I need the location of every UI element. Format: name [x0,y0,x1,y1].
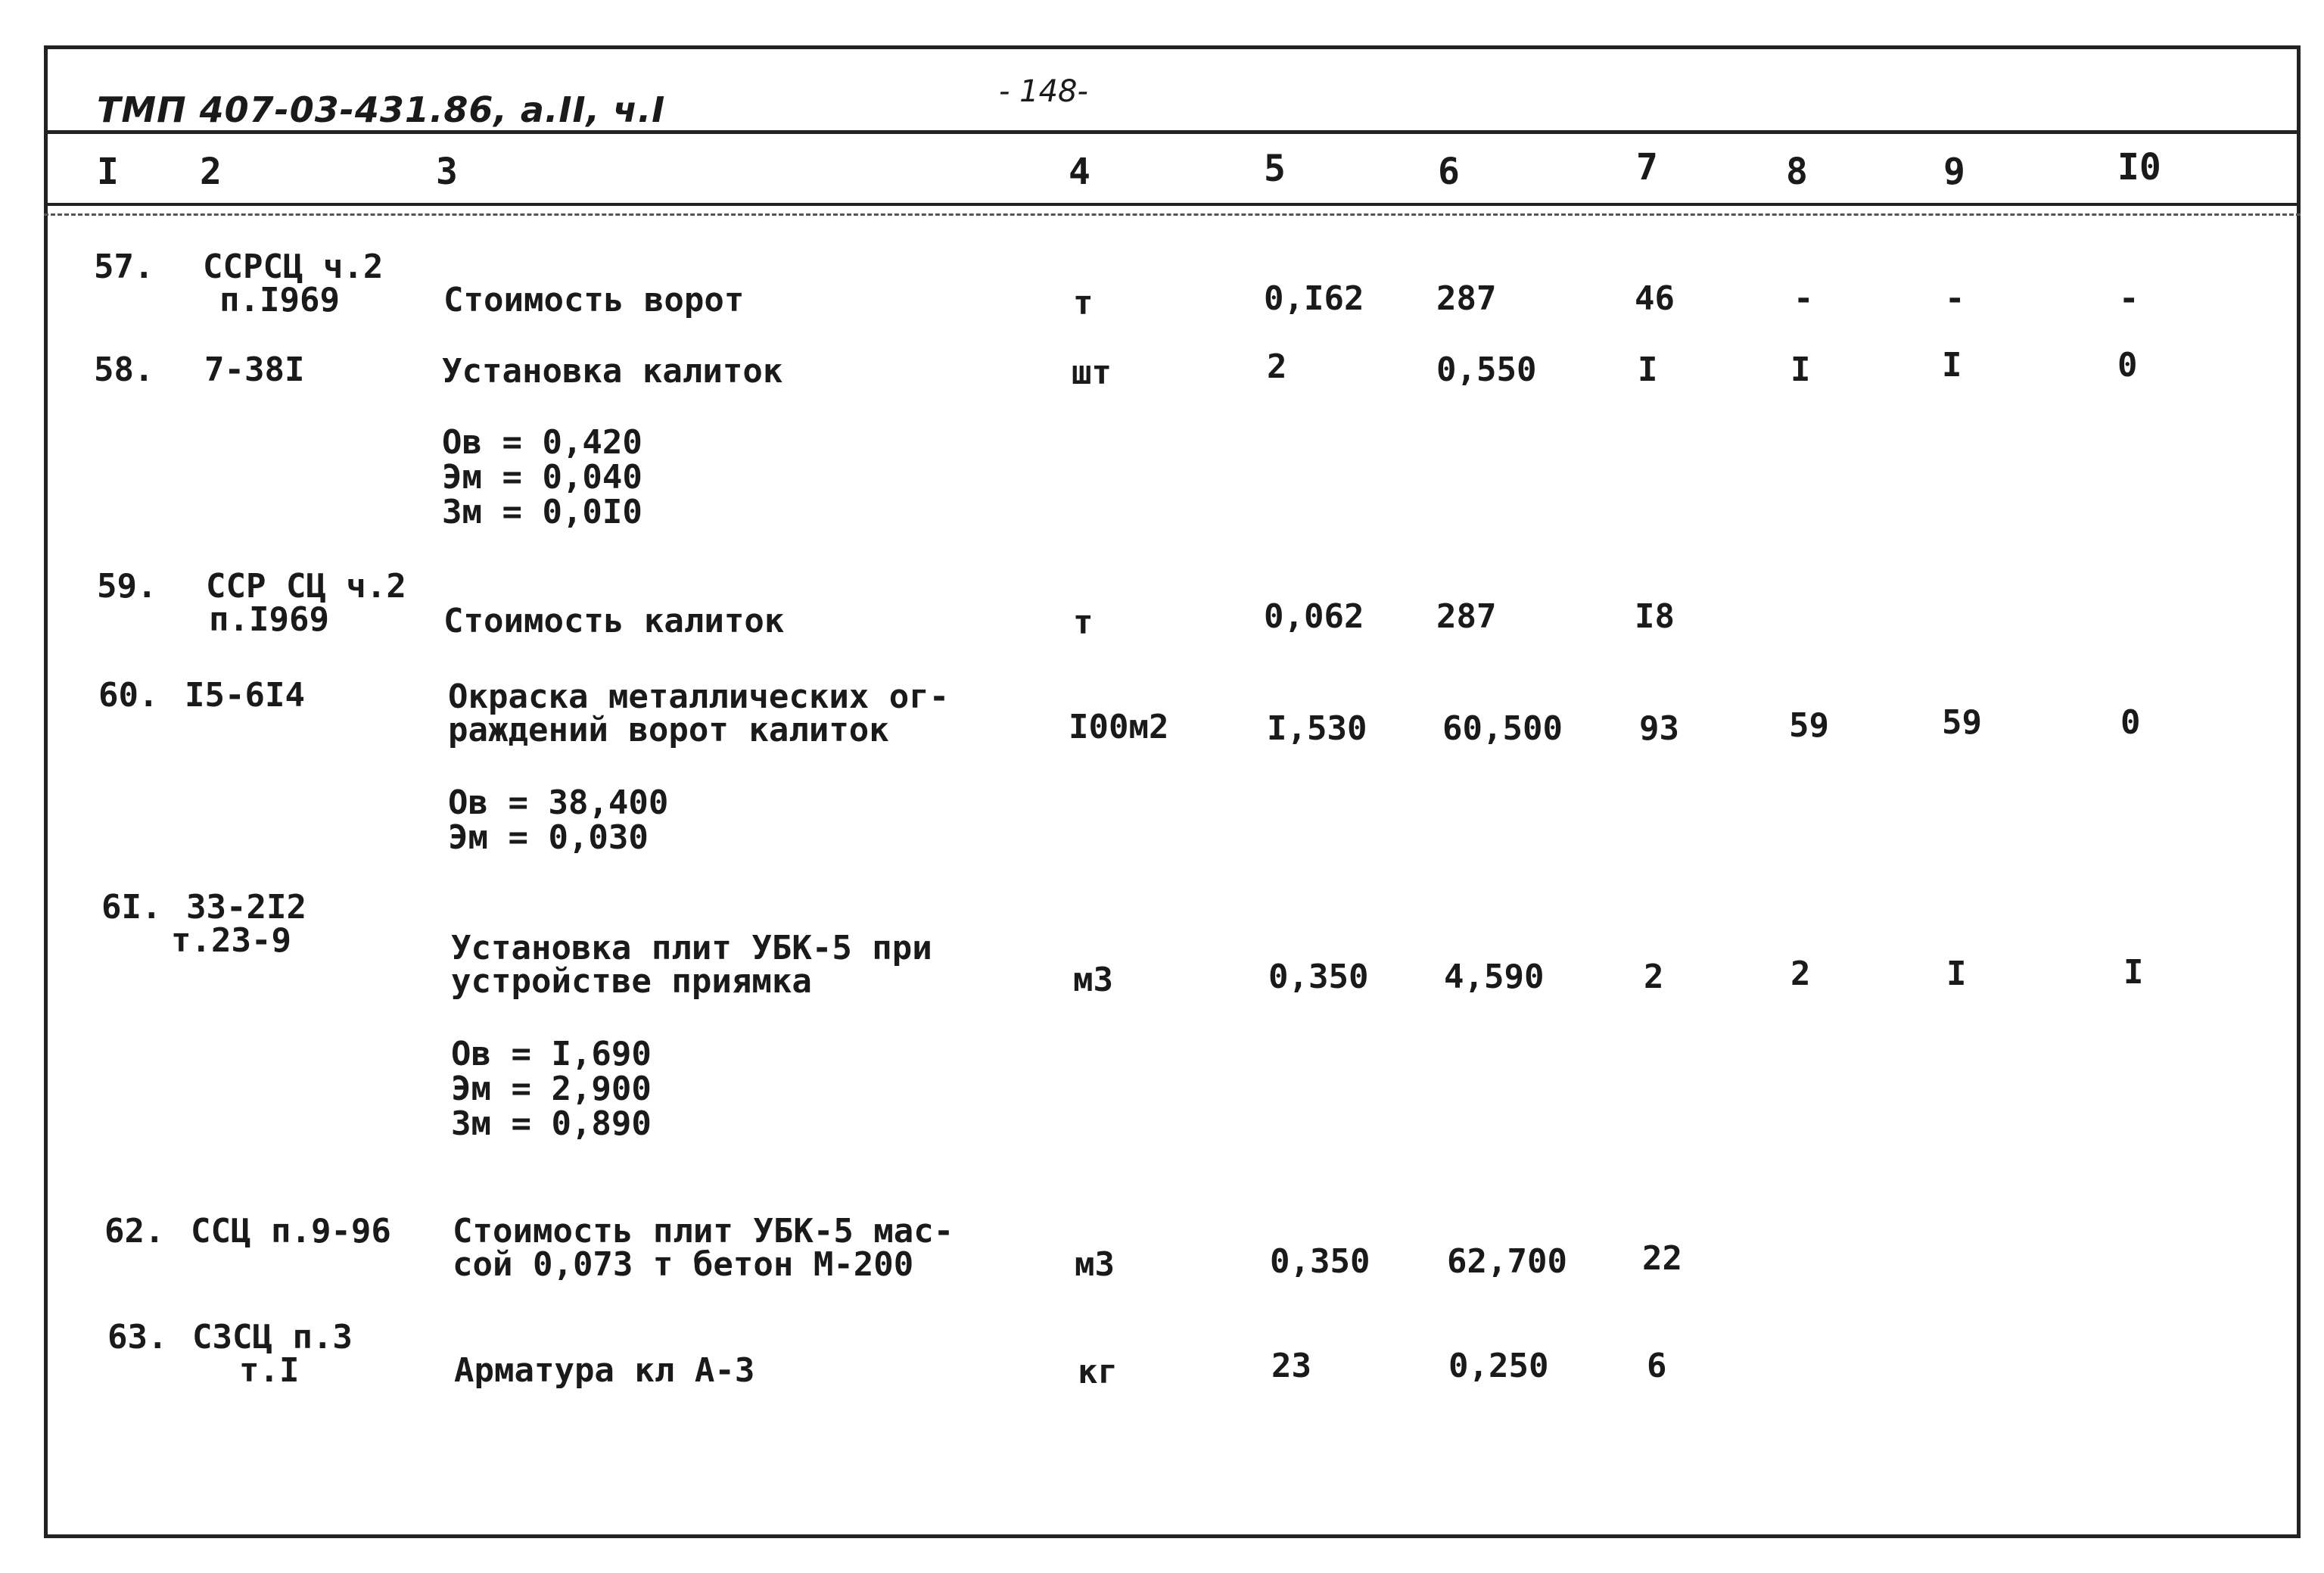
row-number: 60. [98,676,159,715]
row-col6: 62,700 [1447,1242,1567,1281]
row-code: 33-2I2 [186,888,306,927]
row-unit: т [1073,284,1094,322]
header-bottom-line [44,130,2301,134]
row-col7: 22 [1642,1239,1682,1278]
column-header-6: 6 [1438,151,1460,193]
column-header-2: 2 [200,151,222,193]
row-col6: 0,250 [1448,1347,1549,1385]
row-unit: м3 [1073,961,1113,999]
row-col7: 93 [1639,709,1679,748]
row-code: т.23-9 [171,921,291,960]
row-col5: 23 [1271,1347,1311,1385]
row-description: раждений ворот калиток [448,711,889,749]
column-header-9: 9 [1943,151,1965,193]
row-col7: 6 [1647,1347,1667,1385]
column-header-3: 3 [436,151,458,193]
row-code: ССРСЦ ч.2 [203,248,384,286]
row-unit: т [1073,603,1094,642]
row-unit: м3 [1075,1245,1115,1284]
column-header-8: 8 [1786,151,1808,193]
row-code: 7-38I [204,350,305,389]
row-description: Арматура кл А-3 [454,1351,755,1390]
row-col8: 59 [1789,706,1829,745]
row-note: Эм = 0,030 [448,818,649,857]
row-code: ССР СЦ ч.2 [206,567,406,606]
row-col5: 0,I62 [1264,279,1364,318]
row-col10: I [2123,953,2144,992]
row-number: 62. [104,1212,165,1251]
row-col9: - [1945,279,1965,318]
row-code: т.I [239,1351,300,1390]
row-col9: I [1946,955,1967,993]
document-code: ТМП 407-03-431.86, а.II, ч.I [97,89,666,130]
row-col5: 0,350 [1268,958,1369,996]
row-col8: - [1794,279,1814,318]
row-col7: 2 [1644,958,1664,996]
row-note: Зм = 0,0I0 [442,493,642,531]
row-col5: I,530 [1267,709,1367,748]
row-code: п.I969 [209,600,329,639]
row-number: 63. [107,1318,168,1357]
row-col7: 46 [1635,279,1675,318]
row-number: 58. [94,350,154,389]
row-code: п.I969 [219,281,340,319]
row-col8: I [1790,350,1811,389]
row-note: Зм = 0,890 [451,1104,652,1143]
row-col10: - [2119,279,2139,318]
row-col5: 2 [1267,347,1287,386]
row-description: устройстве приямка [451,962,812,1001]
row-description: Стоимость калиток [443,602,785,640]
page-number: - 148- [999,74,1088,109]
row-number: 59. [97,567,157,606]
column-header-10: I0 [2117,146,2161,188]
column-header-5: 5 [1264,148,1286,190]
row-description: Стоимость плит УБК-5 мас- [453,1212,954,1251]
row-code: СЗСЦ п.3 [192,1318,353,1357]
row-description: Установка калиток [442,352,783,391]
top-border-line [44,45,2301,49]
row-number: 57. [94,248,154,286]
row-col6: 287 [1436,279,1497,318]
column-header-7: 7 [1636,146,1658,188]
row-note: Ов = I,690 [451,1035,652,1073]
row-description: Установка плит УБК-5 при [451,929,932,967]
row-note: Эм = 0,040 [442,458,642,497]
row-col8: 2 [1790,955,1811,993]
row-description: Стоимость ворот [443,281,745,319]
row-code: ССЦ п.9-96 [191,1212,391,1251]
row-code: I5-6I4 [185,676,305,715]
row-col10: 0 [2120,703,2141,742]
row-unit: I00м2 [1069,708,1169,746]
row-note: Ов = 38,400 [448,783,669,822]
dashed-separator [44,213,2301,216]
row-unit: шт [1072,354,1112,392]
row-col5: 0,350 [1270,1242,1370,1281]
row-note: Ов = 0,420 [442,423,642,462]
row-col7: I [1638,350,1658,389]
column-header-1: I [97,151,119,193]
row-description: сой 0,073 т бетон М-200 [453,1245,914,1284]
row-description: Окраска металлических ог- [448,677,950,716]
row-col7: I8 [1635,597,1675,636]
row-col6: 287 [1436,597,1497,636]
row-col9: 59 [1942,703,1982,742]
row-col6: 60,500 [1442,709,1563,748]
row-note: Эм = 2,900 [451,1070,652,1108]
row-number: 6I. [101,888,162,927]
row-col6: 0,550 [1436,350,1537,389]
row-col5: 0,062 [1264,597,1364,636]
row-col6: 4,590 [1444,958,1545,996]
row-col9: I [1942,346,1962,385]
row-unit: кг [1078,1353,1118,1391]
column-header-4: 4 [1069,151,1090,193]
column-header-bottom-line [44,203,2301,206]
row-col10: 0 [2117,346,2138,385]
